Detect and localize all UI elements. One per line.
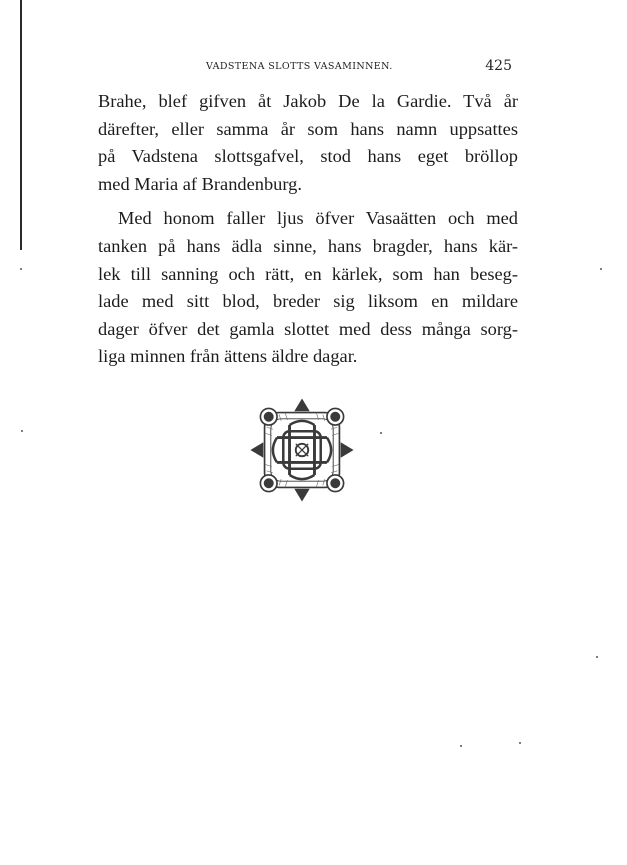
- body-text: [98, 88, 518, 371]
- scan-speck: [20, 268, 22, 270]
- scan-speck: [21, 430, 23, 432]
- page-number: 425: [485, 58, 512, 74]
- scan-speck: [600, 268, 602, 270]
- running-title: VADSTENA SLOTTS VASAMINNEN.: [206, 61, 393, 72]
- text-line: Med honom faller ljus öfver Vasaätten och med: [118, 208, 518, 229]
- scan-speck: [519, 742, 521, 744]
- text-line: på Vadstena slottsgafvel, stod hans eget bröllop: [98, 146, 518, 167]
- celtic-knot-ornament-icon: [250, 398, 354, 502]
- scan-speck: [460, 745, 462, 747]
- scan-speck: [380, 432, 382, 434]
- text-line: lek till sanning och rätt, en kärlek, som han beseg-: [98, 263, 518, 284]
- text-line: därefter, eller samma år som hans namn uppsattes: [98, 118, 518, 139]
- running-head: [150, 58, 510, 78]
- text-line: tanken på hans ädla sinne, hans bragder, hans kär-: [98, 235, 518, 256]
- scan-edge-line: [20, 0, 22, 250]
- text-line: liga minnen från ättens äldre dagar.: [98, 346, 358, 367]
- text-line: med Maria af Brandenburg.: [98, 173, 302, 194]
- paragraph-gap: [98, 198, 518, 205]
- text-line: Brahe, blef gifven åt Jakob De la Gardie. Två år: [98, 91, 518, 111]
- scan-speck: [596, 656, 598, 658]
- text-line: dager öfver det gamla slottet med dess många sorg-: [98, 318, 518, 339]
- text-line: lade med sitt blod, breder sig liksom en mildare: [98, 291, 518, 312]
